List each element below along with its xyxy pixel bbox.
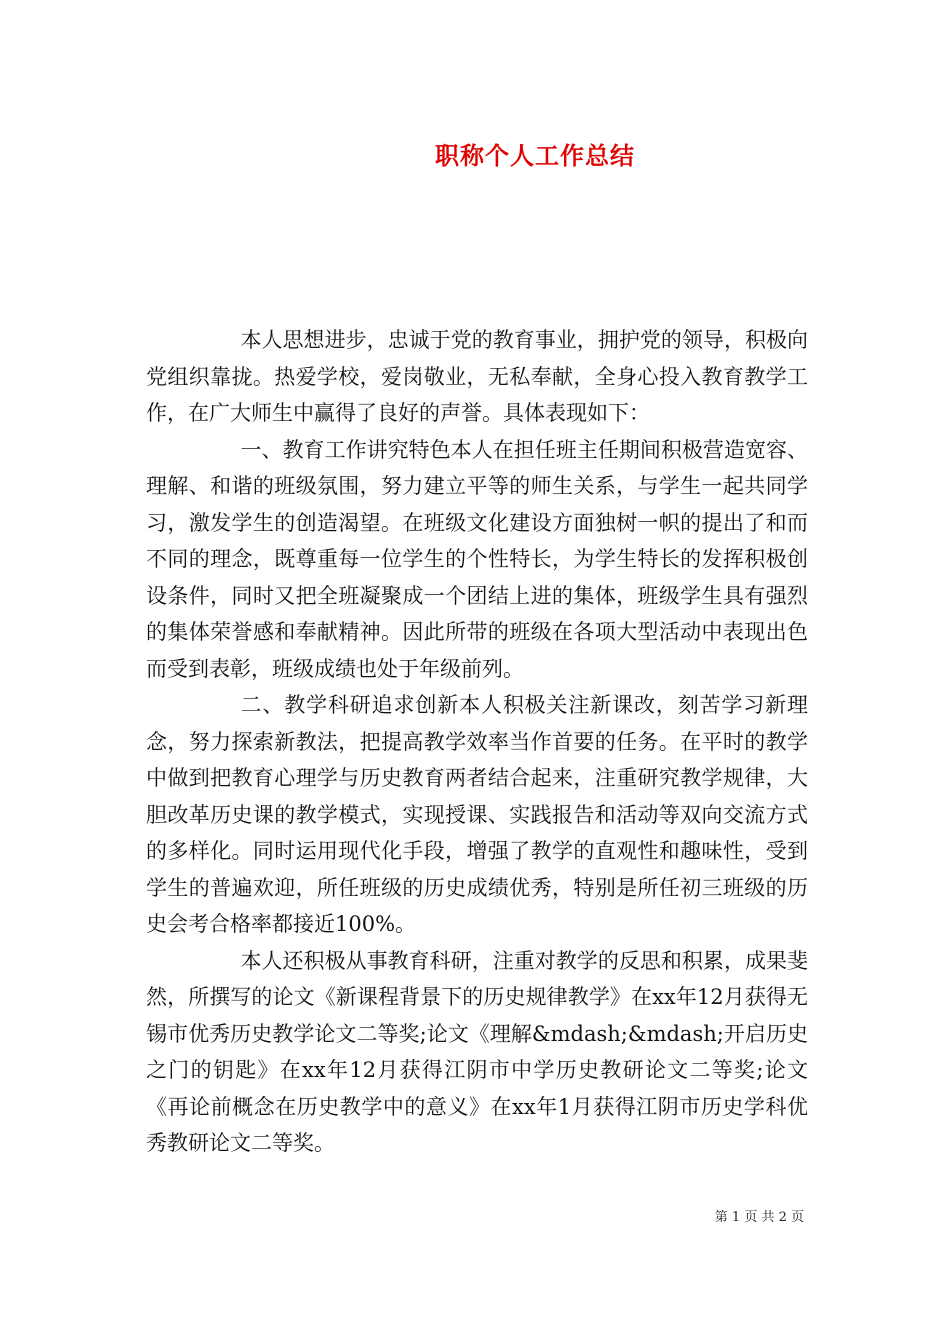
paragraph-teaching-research: 二、教学科研追求创新本人积极关注新课改，刻苦学习新理念，努力探索新教法，把提高教学效率当作首要的任务。在平时的教学中做到把教育心理学与历史教育两者结合起来，注重研究教学规律，大胆改革历史课的教学模式，实现授课、实践报告和活动等双向交流方式的多样化。同时运用现代化手段，增强了教学的直观性和趣味性，受到学生的普遍欢迎，所任班级的历史成绩优秀，特别是所任初三班级的历史会考合格率都接近100%。 <box>146 693 808 936</box>
paragraph-research-papers: 本人还积极从事教育科研，注重对教学的反思和积累，成果斐然，所撰写的论文《新课程背景下的历史规律教学》在xx年12月获得无锡市优秀历史教学论文二等奖;论文《理解&mdash;&mdash;开启历史之门的钥匙》在xx年12月获得江阴市中学历史教研论文二等奖;论文《再论前概念在历史教学中的意义》在xx年1月获得江阴市历史学科优秀教研论文二等奖。 <box>146 948 808 1155</box>
page-footer: 第 1 页 共 2 页 <box>714 1210 804 1225</box>
page-title: 职称个人工作总结 <box>435 141 635 170</box>
document-body <box>146 322 808 1162</box>
paragraph-education-work: 一、教育工作讲究特色本人在担任班主任期间积极营造宽容、理解、和谐的班级氛围，努力建立平等的师生关系，与学生一起共同学习，激发学生的创造渴望。在班级文化建设方面独树一帜的提出了和而不同的理念，既尊重每一位学生的个性特长，为学生特长的发挥积极创设条件，同时又把全班凝聚成一个团结上进的集体，班级学生具有强烈的集体荣誉感和奉献精神。因此所带的班级在各项大型活动中表现出色而受到表彰，班级成绩也处于年级前列。 <box>146 437 808 681</box>
paragraph-intro: 本人思想进步，忠诚于党的教育事业，拥护党的领导，积极向党组织靠拢。热爱学校，爱岗敬业，无私奉献，全身心投入教育教学工作，在广大师生中赢得了良好的声誉。具体表现如下： <box>146 328 808 425</box>
